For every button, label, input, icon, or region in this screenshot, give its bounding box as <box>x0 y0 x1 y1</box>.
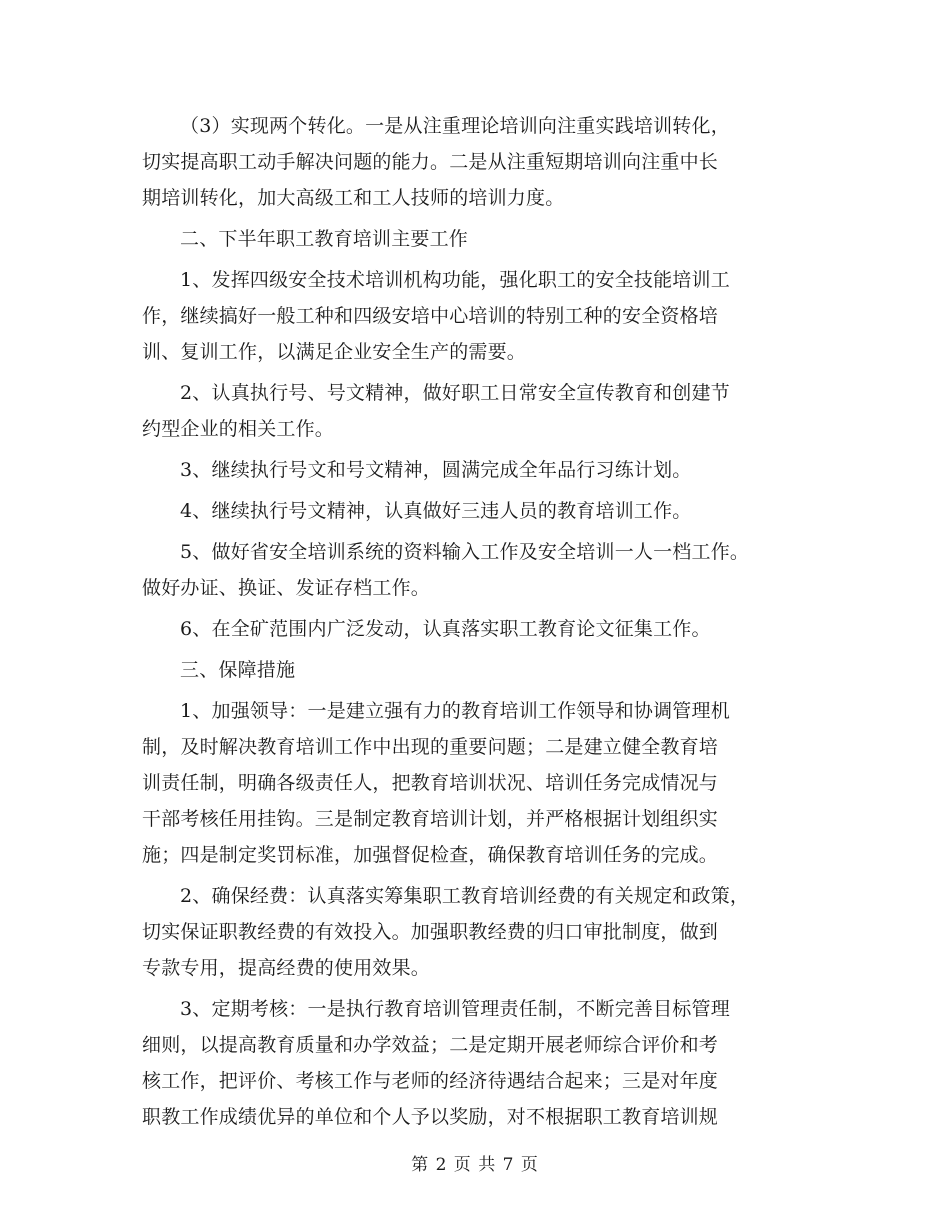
text-line: 做好办证、换证、发证存档工作。 <box>142 577 431 599</box>
text-line: 制，及时解决教育培训工作中出现的重要问题；二是建立健全教育培 <box>142 736 719 758</box>
text-line: 细则，以提高教育质量和办学效益；二是定期开展老师综合评价和考 <box>142 1034 719 1056</box>
text-line: 4、继续执行号文精神，认真做好三违人员的教育培训工作。 <box>180 500 692 522</box>
text-line: （3）实现两个转化。一是从注重理论培训向注重实践培训转化， <box>180 115 730 137</box>
paragraph-item-4 <box>142 493 822 529</box>
paragraph-regular-assessment <box>142 991 822 1135</box>
text-line: 3、继续执行号文和号文精神，圆满完成全年品行习练计划。 <box>180 459 692 481</box>
text-line: 训、复训工作，以满足企业安全生产的需要。 <box>142 341 527 363</box>
text-line: 干部考核任用挂钩。三是制定教育培训计划，并严格根据计划组织实 <box>142 808 719 830</box>
text-line: 3、定期考核：一是执行教育培训管理责任制，不断完善目标管理 <box>180 998 730 1020</box>
paragraph-two-transformations <box>142 108 822 216</box>
paragraph-item-6 <box>142 611 822 647</box>
text-line: 作，继续搞好一般工种和四级安培中心培训的特别工种的安全资格培 <box>142 305 719 327</box>
heading-line: 三、保障措施 <box>180 659 296 681</box>
paragraph-ensure-funding <box>142 878 822 986</box>
paragraph-item-3 <box>142 452 822 488</box>
paragraph-item-2 <box>142 375 822 447</box>
text-line: 2、认真执行号、号文精神，做好职工日常安全宣传教育和创建节 <box>180 382 730 404</box>
text-line: 职教工作成绩优异的单位和个人予以奖励，对不根据职工教育培训规 <box>142 1106 719 1128</box>
text-line: 1、加强领导：一是建立强有力的教育培训工作领导和协调管理机 <box>180 700 730 722</box>
text-line: 1、发挥四级安全技术培训机构功能，强化职工的安全技能培训工 <box>180 269 730 291</box>
section-heading-main-work <box>142 221 822 257</box>
paragraph-strengthen-leadership <box>142 693 822 873</box>
text-line: 2、确保经费：认真落实筹集职工教育培训经费的有关规定和政策， <box>180 885 750 907</box>
text-line: 约型企业的相关工作。 <box>142 418 335 440</box>
text-line: 训责任制，明确各级责任人，把教育培训状况、培训任务完成情况与 <box>142 772 719 794</box>
text-line: 施；四是制定奖罚标准，加强督促检查，确保教育培训任务的完成。 <box>142 844 719 866</box>
text-line: 切实保证职教经费的有效投入。加强职教经费的归口审批制度，做到 <box>142 921 719 943</box>
text-line: 5、做好省安全培训系统的资料输入工作及安全培训一人一档工作。 <box>180 541 750 563</box>
section-heading-safeguards <box>142 652 822 688</box>
text-line: 核工作，把评价、考核工作与老师的经济待遇结合起来；三是对年度 <box>142 1070 719 1092</box>
paragraph-item-1 <box>142 262 822 370</box>
document-body <box>142 108 822 1140</box>
paragraph-item-5 <box>142 534 822 606</box>
text-line: 专款专用，提高经费的使用效果。 <box>142 957 431 979</box>
page-number-footer: 第 2 页 共 7 页 <box>411 1155 539 1175</box>
heading-line: 二、下半年职工教育培训主要工作 <box>180 228 469 250</box>
text-line: 6、在全矿范围内广泛发动，认真落实职工教育论文征集工作。 <box>180 618 711 640</box>
text-line: 切实提高职工动手解决问题的能力。二是从注重短期培训向注重中长 <box>142 151 719 173</box>
text-line: 期培训转化，加大高级工和工人技师的培训力度。 <box>142 187 565 209</box>
